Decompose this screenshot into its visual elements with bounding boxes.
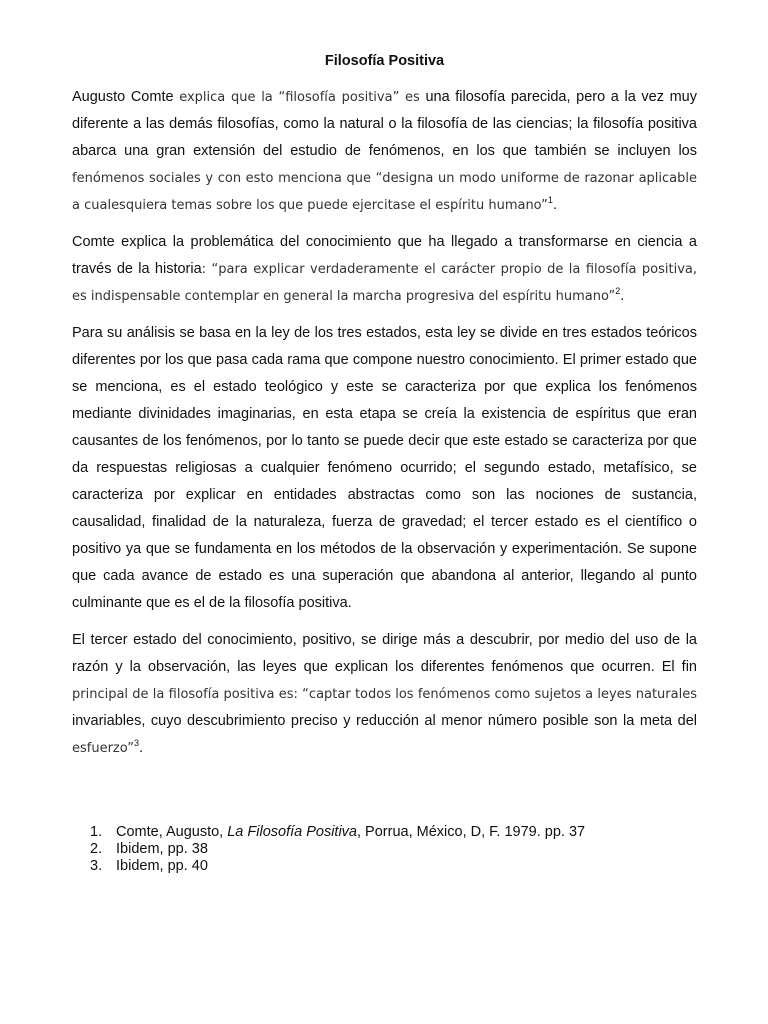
footnotes-list [72,824,697,875]
footnote-text: Ibidem, pp. 40 [116,858,208,874]
footnote-ref-3: 3 [133,738,139,749]
document-title: Filosofía Positiva [324,53,445,69]
paragraph-1-text-a: Augusto Comte [72,89,180,105]
footnote-number: 1. [90,824,103,840]
document-page [72,52,697,772]
paragraph-2-end: . [620,288,625,304]
footnote-author: Comte, Augusto, [116,824,228,840]
paragraph-3: Para su análisis se basa en la ley de los tres estados, esta ley se divide en tres estados teóricos diferentes por los que pasa cada rama que compone nuestro conocimiento. El primer estado que se menciona, es el estado teológico y este se caracteriza por que explica los fenómenos mediante divinidades imaginarias, en esta etapa se creía la existencia de espíritus que eran causantes de los fenómenos, por lo tanto se puede decir que este estado se caracteriza por que da respuestas religiosas a cualquier fenómeno ocurrido; el segundo estado, metafísico, se caracteriza por explicar en entidades abstractas como son las nociones de sustancia, causalidad, finalidad de la naturaleza, fuerza de gravedad; el tercer estado es el científico o positivo ya que se fundamenta en los métodos de la observación y experimentación. Se supone que cada avance de estado es una superación que abandona al anterior, llegando al punto culminante que es el de la filosofía positiva. [72,325,697,611]
footnote-number: 2. [90,841,103,857]
footnote-item [72,824,697,841]
paragraph-4 [72,627,697,762]
paragraph-1-text-b: explica que la “filosofía positiva” es [179,90,420,105]
paragraph-1-quote: fenómenos sociales y con esto menciona que “designa un modo uniforme de razonar aplicable a cualesquiera temas sobre los que puede ejercitase el espíritu humano” [72,171,697,213]
footnote-number: 3. [90,858,103,874]
paragraph-4-quote: principal de la filosofía positiva es: “captar todos los fenómenos como sujetos a leyes naturales [72,687,697,702]
paragraph-1-text-c: una filosofía parecida, pero a la vez muy diferente a las demás filosofías, como la natural o la filosofía de las ciencias; la filosofía positiva abarca una gran extensión del estudio de fenómenos, en los que también se incluyen los [72,89,697,159]
footnote-item [72,841,697,858]
footnote-publisher: , Porrua, México, D, F. 1979. pp. 37 [357,824,586,840]
paragraph-2 [72,229,697,310]
footnote-text [116,824,585,841]
paragraph-4-text-c: invariables, cuyo descubrimiento preciso y reducción al menor número posible son la meta del [72,713,697,729]
paragraph-4-text-a: El tercer estado del conocimiento, positivo, se dirige más a descubrir, por medio del uso de la razón y la observación, las leyes que explican los diferentes fenómenos que ocurren. El fin [72,632,697,675]
footnote-ref-2: 2 [615,286,621,297]
paragraph-2-text-a: Comte explica la problemática del conocimiento que ha llegado a transformarse en ciencia a través de la historia [72,234,697,277]
paragraph-2-quote: : “para explicar verdaderamente el carácter propio de la filosofía positiva, es indispensable contemplar en general la marcha progresiva del espíritu humano” [72,262,697,304]
footnote-text: Ibidem, pp. 38 [116,841,208,857]
footnote-book-title: La Filosofía Positiva [227,824,357,840]
footnote-item [72,858,697,875]
paragraph-1-end: . [552,197,557,213]
paragraph-1 [72,84,697,219]
paragraph-4-end: . [139,740,144,756]
paragraph-4-quote-end: esfuerzo” [72,741,134,756]
footnote-ref-1: 1 [547,195,553,206]
